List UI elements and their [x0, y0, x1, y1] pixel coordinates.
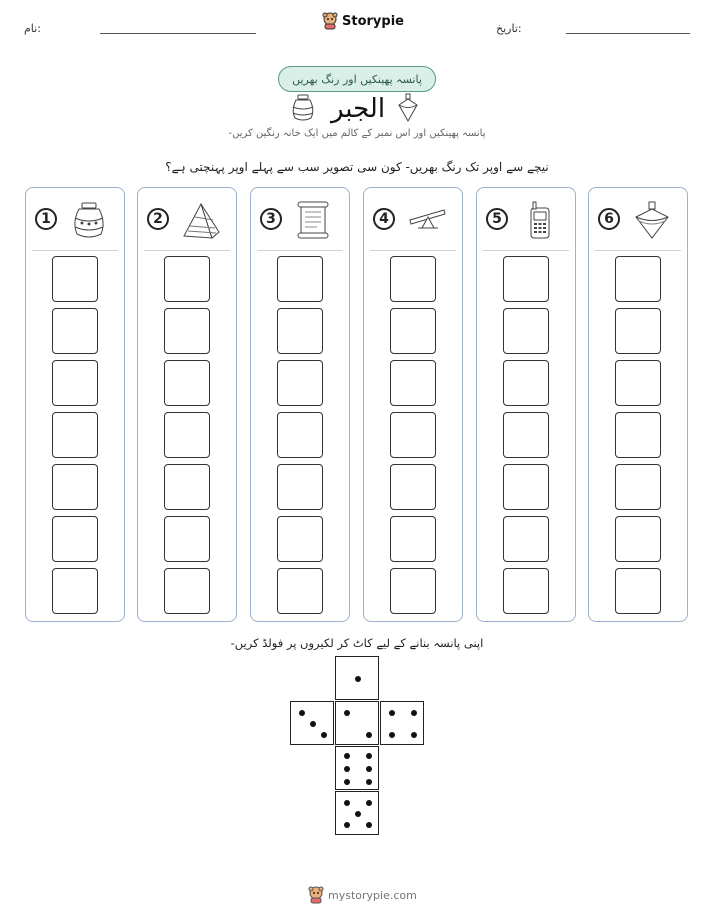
- dice-pip: [389, 710, 395, 716]
- color-cell[interactable]: [615, 412, 661, 458]
- date-line[interactable]: [566, 33, 690, 34]
- jar-icon: [290, 94, 316, 122]
- spinning-top-icon: [397, 93, 419, 123]
- color-cell[interactable]: [390, 568, 436, 614]
- storypie-mascot-icon: [308, 886, 324, 904]
- color-cell[interactable]: [503, 568, 549, 614]
- column-header: [364, 188, 462, 250]
- color-cell[interactable]: [503, 516, 549, 562]
- activity-badge: پانسہ پھینکیں اور رنگ بھریں: [278, 66, 436, 92]
- column-header: [251, 188, 349, 250]
- color-cell[interactable]: [52, 412, 98, 458]
- color-cell[interactable]: [503, 464, 549, 510]
- seesaw-icon: [408, 200, 446, 240]
- color-cell[interactable]: [390, 360, 436, 406]
- color-cell[interactable]: [52, 308, 98, 354]
- footer-url[interactable]: mystorypie.com: [328, 888, 417, 902]
- column-header: [26, 188, 124, 250]
- dice-pip: [344, 766, 350, 772]
- cellphone-icon: [521, 200, 559, 240]
- dice-pip: [366, 800, 372, 806]
- name-line[interactable]: [100, 33, 256, 34]
- dice-pip: [366, 779, 372, 785]
- column-divider: [370, 250, 456, 251]
- column-2: [137, 187, 237, 622]
- color-cell[interactable]: [615, 360, 661, 406]
- color-cell[interactable]: [390, 308, 436, 354]
- dice-pip: [321, 732, 327, 738]
- color-cell[interactable]: [277, 464, 323, 510]
- color-cell[interactable]: [164, 412, 210, 458]
- column-number: 2: [147, 208, 169, 230]
- color-cell[interactable]: [164, 256, 210, 302]
- dice-pip: [344, 753, 350, 759]
- date-label: تاریخ:: [496, 22, 522, 35]
- color-cell[interactable]: [277, 412, 323, 458]
- color-cell[interactable]: [503, 360, 549, 406]
- column-header: [138, 188, 236, 250]
- color-cell[interactable]: [164, 516, 210, 562]
- dice-pip: [366, 732, 372, 738]
- column-4: [363, 187, 463, 622]
- pyramid-icon: [182, 200, 220, 240]
- dice-pip: [366, 753, 372, 759]
- column-divider: [595, 250, 681, 251]
- color-cell[interactable]: [277, 360, 323, 406]
- dice-pip: [310, 721, 316, 727]
- dice-pip: [366, 822, 372, 828]
- dice-pip: [411, 732, 417, 738]
- dice-pip: [389, 732, 395, 738]
- dice-net: [290, 656, 426, 836]
- column-number: 4: [373, 208, 395, 230]
- color-cell[interactable]: [503, 256, 549, 302]
- scroll-icon: [295, 200, 333, 240]
- dice-pip: [344, 800, 350, 806]
- page-title: الجبر: [330, 94, 386, 124]
- footer: [308, 886, 417, 904]
- question-text: نیچے سے اوپر تک رنگ بھریں- کون سی تصویر سب سے پہلے اوپر پہنچتی ہے؟: [165, 160, 549, 174]
- column-divider: [483, 250, 569, 251]
- column-header: [589, 188, 687, 250]
- color-cell[interactable]: [390, 412, 436, 458]
- dice-instruction: اپنی پانسہ بنانے کے لیے کاٹ کر لکیروں پر فولڈ کریں-: [230, 636, 484, 650]
- page-subtitle: پانسہ پھینکیں اور اس نمبر کے کالم میں ایک خانہ رنگین کریں-: [228, 128, 486, 139]
- column-1: [25, 187, 125, 622]
- column-divider: [32, 250, 118, 251]
- color-cell[interactable]: [615, 568, 661, 614]
- color-cell[interactable]: [390, 464, 436, 510]
- dice-face-lower: [335, 746, 379, 790]
- color-cell[interactable]: [164, 308, 210, 354]
- color-cell[interactable]: [164, 360, 210, 406]
- column-6: [588, 187, 688, 622]
- storypie-mascot-icon: [322, 12, 338, 30]
- color-cell[interactable]: [52, 568, 98, 614]
- column-header: [477, 188, 575, 250]
- dice-face-right: [380, 701, 424, 745]
- color-cell[interactable]: [503, 308, 549, 354]
- spinning-top-icon: [633, 200, 671, 240]
- color-cell[interactable]: [615, 256, 661, 302]
- dice-face-center: [335, 701, 379, 745]
- dice-pip: [344, 779, 350, 785]
- dice-face-bottom: [335, 791, 379, 835]
- color-cell[interactable]: [277, 308, 323, 354]
- color-cell[interactable]: [52, 256, 98, 302]
- color-cell[interactable]: [52, 360, 98, 406]
- color-cell[interactable]: [164, 568, 210, 614]
- color-cell[interactable]: [615, 516, 661, 562]
- dice-face-top: [335, 656, 379, 700]
- dice-pip: [355, 811, 361, 817]
- brand-logo: [322, 12, 404, 30]
- column-number: 6: [598, 208, 620, 230]
- dice-pip: [411, 710, 417, 716]
- dice-face-left: [290, 701, 334, 745]
- name-label: نام:: [24, 22, 41, 35]
- column-number: 1: [35, 208, 57, 230]
- color-cell[interactable]: [390, 516, 436, 562]
- dice-pip: [355, 676, 361, 682]
- column-number: 3: [260, 208, 282, 230]
- color-cell[interactable]: [164, 464, 210, 510]
- jar-icon: [70, 200, 108, 240]
- column-3: [250, 187, 350, 622]
- column-number: 5: [486, 208, 508, 230]
- dice-pip: [344, 822, 350, 828]
- brand-name: Storypie: [342, 13, 404, 29]
- column-divider: [257, 250, 343, 251]
- color-cell[interactable]: [277, 516, 323, 562]
- dice-pip: [366, 766, 372, 772]
- dice-pip: [344, 710, 350, 716]
- color-cell[interactable]: [390, 256, 436, 302]
- dice-pip: [299, 710, 305, 716]
- color-cell[interactable]: [277, 568, 323, 614]
- column-5: [476, 187, 576, 622]
- color-cell[interactable]: [52, 516, 98, 562]
- color-cell[interactable]: [615, 308, 661, 354]
- color-cell[interactable]: [277, 256, 323, 302]
- color-cell[interactable]: [52, 464, 98, 510]
- color-cell[interactable]: [503, 412, 549, 458]
- color-cell[interactable]: [615, 464, 661, 510]
- column-divider: [144, 250, 230, 251]
